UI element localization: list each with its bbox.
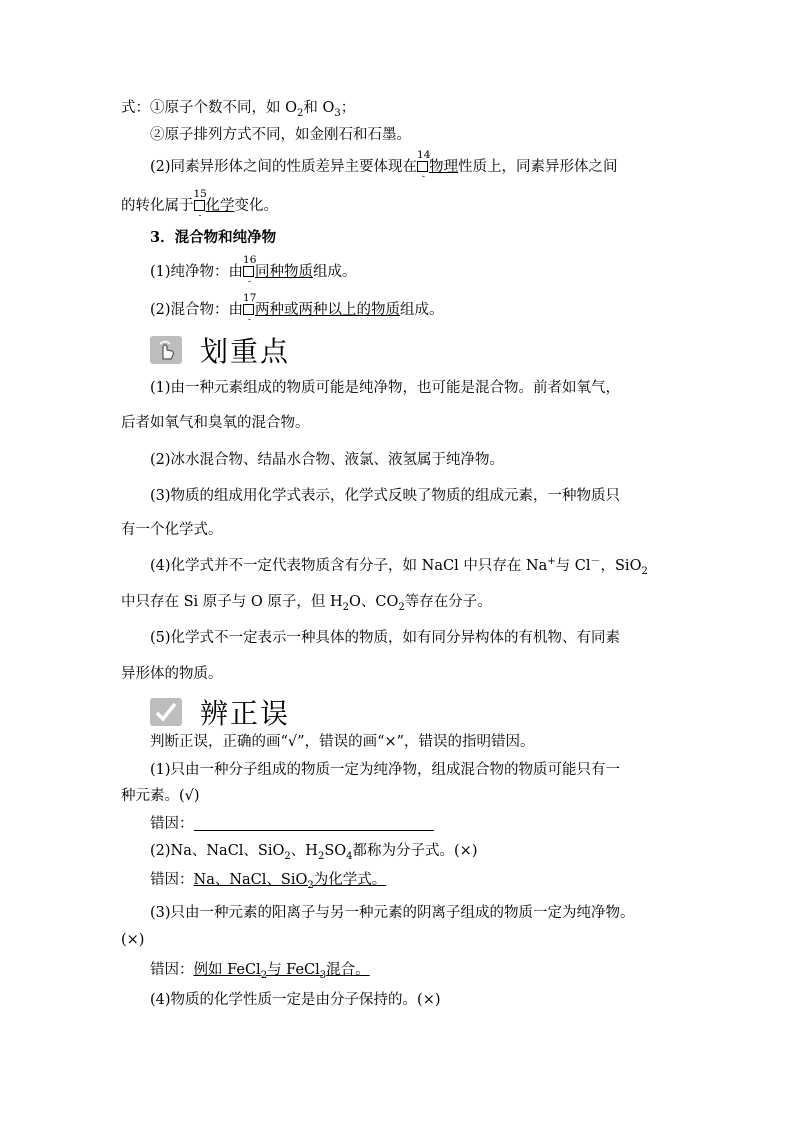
error-reason-answer: Na、NaCl、SiO$_2$为化学式。 — [193, 872, 387, 891]
paragraph: (3)物质的组成用化学式表示，化学式反映了物质的组成元素，一种物质只 — [150, 488, 621, 504]
error-reason: 错因：Na、NaCl、SiO$_2$为化学式。 — [150, 872, 387, 891]
paragraph: 有一个化学式。 — [121, 522, 223, 538]
text-line: 的转化属于 15 - 化学变化。 — [121, 188, 278, 221]
question: (4)物质的化学性质一定是由分子保持的。(×) — [150, 992, 441, 1008]
error-reason-blank[interactable] — [194, 816, 434, 831]
question: (3)只由一种元素的阳离子与另一种元素的阴离子组成的物质一定为纯净物。 — [150, 905, 635, 921]
text-line: (2)同素异形体之间的性质差异主要体现在 14 - 物理性质上，同素异形体之间 — [150, 149, 618, 182]
section-title: 划重点 — [200, 335, 291, 368]
answer-blank: 16 - 同种物质 — [243, 254, 314, 287]
question: (2)Na、NaCl、SiO$_2$、$H_2SO_4$都称为分子式。(×) — [150, 843, 478, 862]
paragraph: (2)冰水混合物、结晶水合物、液氯、液氢属于纯净物。 — [150, 452, 505, 468]
paragraph: 后者如氧气和臭氧的混合物。 — [121, 415, 310, 431]
question: (×) — [121, 932, 145, 948]
instruction: 判断正误，正确的画“√”，错误的画“×”，错误的指明错因。 — [150, 734, 535, 750]
text-line: 式：①原子个数不同，如 $O_2$和 $O_3$； — [121, 100, 356, 119]
question: (1)只由一种分子组成的物质一定为纯净物，组成混合物的物质可能只有一 — [150, 762, 621, 778]
error-reason: 错因： — [150, 814, 434, 834]
text-line: ②原子排列方式不同，如金刚石和石墨。 — [150, 127, 411, 143]
paragraph: (5)化学式不一定表示一种具体的物质，如有同分异构体的有机物、有同素 — [150, 630, 621, 646]
answer-blank: 17 - 两种或两种以上的物质 — [243, 292, 401, 325]
answer-blank: 14 - 物理 — [417, 149, 459, 182]
pointing-hand-icon — [150, 336, 182, 364]
section-header-true-false — [150, 692, 290, 732]
question: 种元素。(√) — [121, 788, 200, 804]
subheading: 3．混合物和纯净物 — [150, 229, 277, 246]
section-title: 辨正误 — [200, 697, 291, 730]
error-reason-answer: 例如 FeCl$_2$与 FeCl$_3$混合。 — [193, 962, 370, 981]
paragraph: 异形体的物质。 — [121, 666, 223, 682]
text-line: (1)纯净物：由 16 - 同种物质组成。 — [150, 254, 357, 287]
checkmark-icon — [150, 698, 182, 726]
paragraph: 中只存在 Si 原子与 O 原子，但 $H_2O$、$CO_2$等存在分子。 — [121, 594, 492, 613]
error-reason: 错因：例如 FeCl$_2$与 FeCl$_3$混合。 — [150, 962, 370, 981]
text-line: (2)混合物：由 17 - 两种或两种以上的物质组成。 — [150, 292, 444, 325]
paragraph: (4)化学式并不一定代表物质含有分子，如 NaCl 中只存在 Na+与 Cl－，SiO$_2$ — [150, 556, 648, 577]
paragraph: (1)由一种元素组成的物质可能是纯净物，也可能是混合物。前者如氧气， — [150, 380, 621, 396]
section-header-key-points — [150, 330, 290, 370]
answer-blank: 15 - 化学 — [193, 188, 235, 221]
